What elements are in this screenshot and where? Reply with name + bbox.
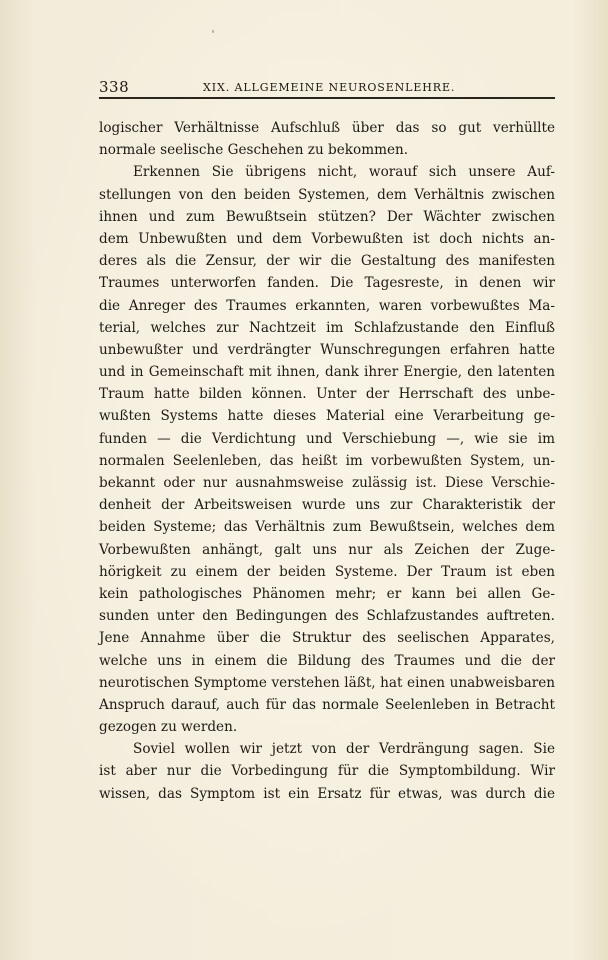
text-line: logischer Verhältnisse Aufschluß über das so gut verhüllte [99,120,555,136]
text-line: sunden unter den Bedingungen des Schlafzustandes auftreten. [99,608,555,625]
text-line: wissen, das Symptom ist ein Ersatz für etwas, was durch die [99,785,555,802]
text-line: wußten Systems hatte dieses Material eine Verarbeitung ge- [99,408,555,425]
text-line: beiden Systeme; das Verhältnis zum Bewußtsein, welches dem [99,519,555,536]
text-line: normale seelische Geschehen zu bekommen. [99,142,409,159]
text-line: denheit der Arbeitsweisen wurde uns zur Charakteristik der [99,497,555,514]
text-line: neurotischen Symptome verstehen läßt, hat einen unabweisbaren [99,674,555,691]
text-line: unbewußter und verdrängter Wunschregungen erfahren hatte [99,341,555,358]
text-line: Anspruch darauf, auch für das normale Seelenleben in Betracht [99,696,555,713]
text-line: dem Unbewußten und dem Vorbewußten ist doch nichts an- [99,230,555,247]
running-head: XIX. ALLGEMEINE NEUROSENLEHRE. [203,81,456,94]
text-line: und in Gemeinschaft mit ihnen, dank ihrer Energie, den latenten [99,364,555,381]
paper-speck [212,30,214,33]
text-line: Vorbewußten anhängt, galt uns nur als Zeichen der Zuge- [99,541,555,558]
text-line: bekannt oder nur ausnahmsweise zulässig ist. Diese Verschie- [99,475,555,491]
body-text [99,117,555,805]
text-line: ist aber nur die Vorbedingung für die Symptombildung. Wir [99,763,555,780]
text-line: deres als die Zensur, der wir die Gestaltung des manifesten [99,253,555,270]
page-number: 338 [99,78,130,96]
text-line: Soviel wollen wir jetzt von der Verdrängung sagen. Sie [133,741,555,758]
text-line: Traum hatte bilden können. Unter der Herrschaft des unbe- [99,386,555,403]
header-rule [99,97,555,99]
text-line: hörigkeit zu einem der beiden Systeme. Der Traum ist eben [99,563,555,580]
text-line: ihnen und zum Bewußtsein stützen? Der Wächter zwischen [99,208,555,225]
text-line: Erkennen Sie übrigens nicht, worauf sich unsere Auf- [133,164,555,181]
text-line: funden — die Verdichtung und Verschiebung —, wie sie im [99,430,555,447]
text-line: normalen Seelenleben, das heißt im vorbewußten System, un- [99,452,555,469]
text-line: Traumes unterworfen fanden. Die Tagesreste, in denen wir [99,275,555,292]
text-line: kein pathologisches Phänomen mehr; er kann bei allen Ge- [99,585,555,602]
text-line: stellungen von den beiden Systemen, dem Verhältnis zwischen [99,186,555,203]
text-line: die Anreger des Traumes erkannten, waren vorbewußtes Ma- [99,297,555,314]
text-line: terial, welches zur Nachtzeit im Schlafzustande den Einfluß [99,319,555,336]
text-line: welche uns in einem die Bildung des Traumes und die der [99,652,555,669]
text-line: Jene Annahme über die Struktur des seelischen Apparates, [99,630,555,647]
text-line: gezogen zu werden. [99,719,238,736]
